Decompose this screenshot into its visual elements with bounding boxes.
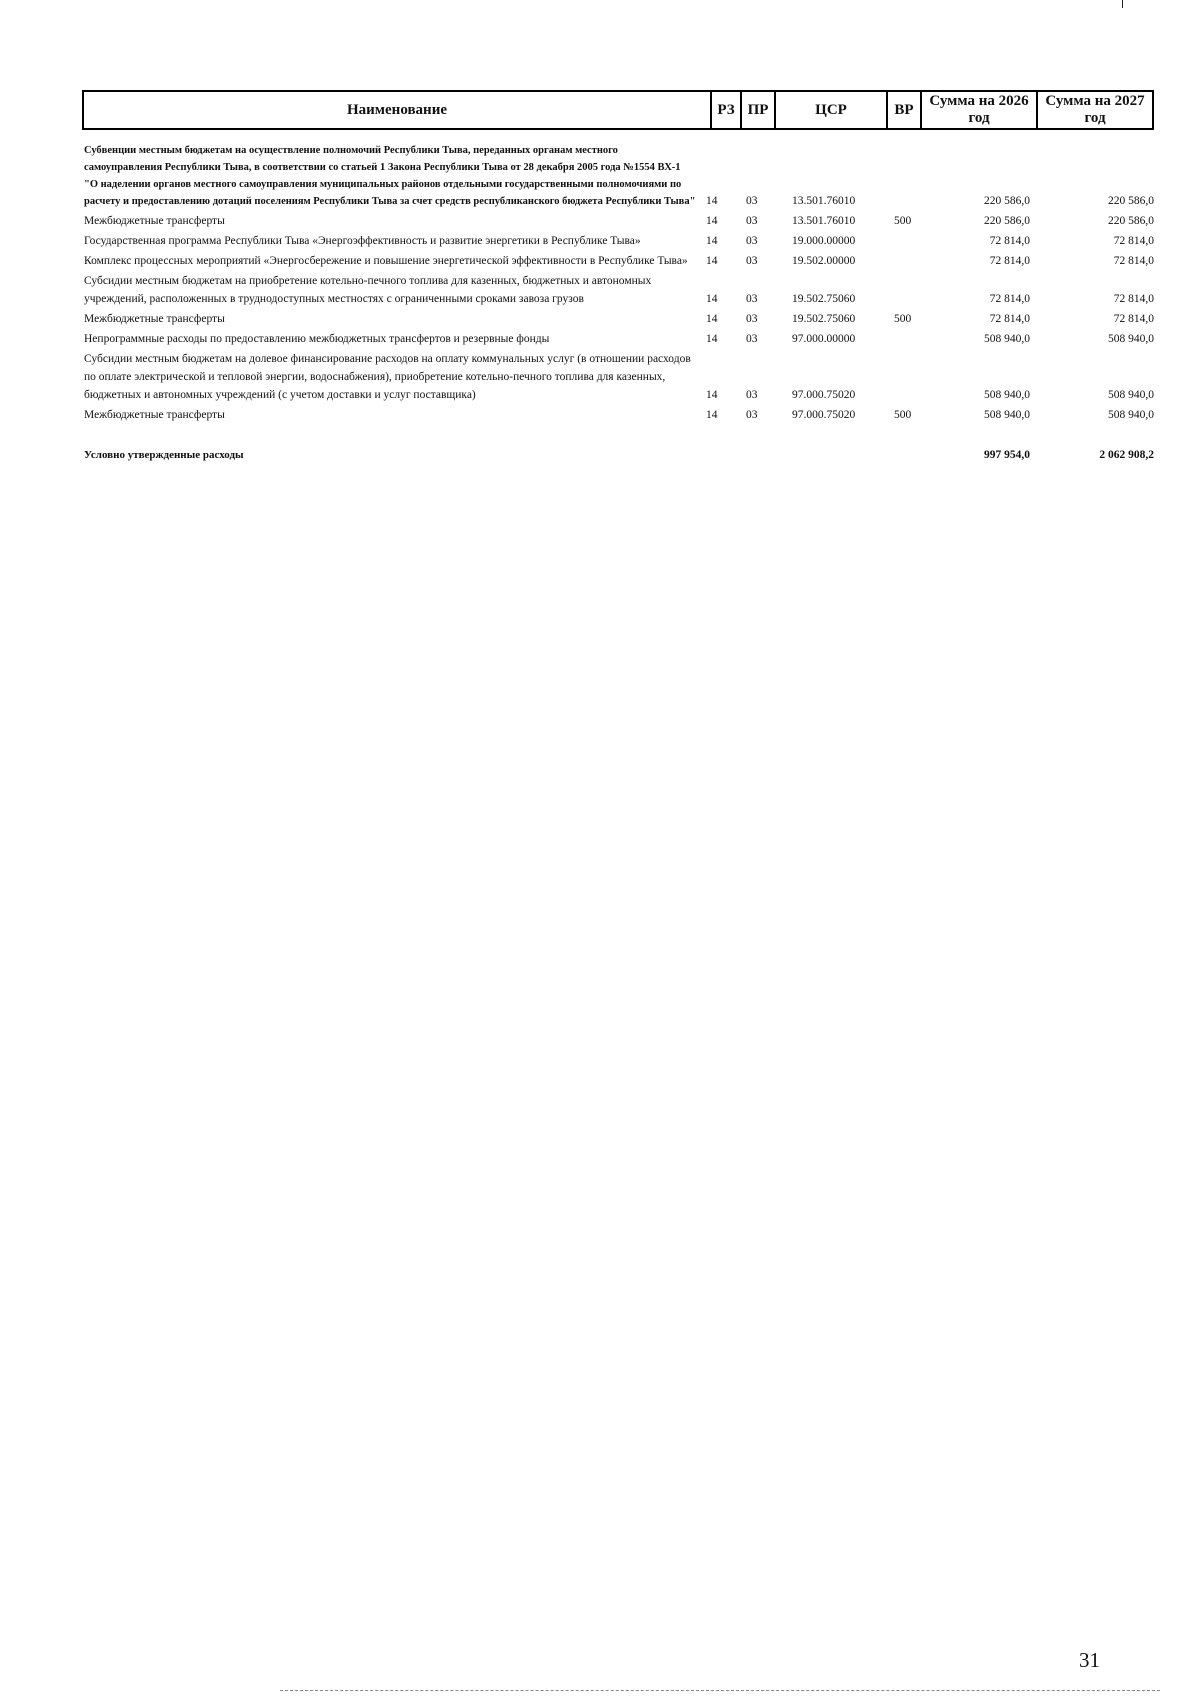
row-csr: 19.502.75060: [792, 313, 856, 325]
row-pr: 03: [746, 215, 758, 227]
row-sum-2027: 508 940,0: [1108, 389, 1154, 401]
scan-edge-line: [280, 1690, 1160, 1691]
header-name: Наименование: [84, 92, 712, 128]
header-csr: ЦСР: [776, 92, 888, 128]
row-sum-2026: 72 814,0: [989, 255, 1030, 267]
table-body: [84, 142, 1156, 464]
row-sum-2027: 508 940,0: [1108, 333, 1154, 345]
row-sum-2026: 508 940,0: [984, 333, 1030, 345]
table-row: [84, 310, 1156, 328]
table-row: [84, 330, 1156, 348]
row-sum-2027: 72 814,0: [1113, 255, 1154, 267]
total-name: Условно утвержденные расходы: [84, 449, 244, 461]
row-rz: 14: [706, 255, 718, 267]
total-sum-2027: 2 062 908,2: [1099, 449, 1154, 461]
page-number: 31: [1079, 1648, 1100, 1672]
row-name: Непрограммные расходы по предоставлению межбюджетных трансфертов и резервные фонды: [84, 333, 550, 345]
row-name: Субсидии местным бюджетам на долевое финансирование расходов на оплату коммунальных услуг (в отношении расходов по оплате электрической и тепловой энергии, водоснабжения), приобретение котельно-печного топлива для казенных, бюджетных и автономных учреждений (с учетом доставки и услуг поставщика): [84, 353, 691, 401]
row-pr: 03: [746, 333, 758, 345]
table-row: [84, 406, 1156, 424]
row-sum-2026: 72 814,0: [989, 313, 1030, 325]
row-pr: 03: [746, 195, 758, 207]
table-row: [84, 232, 1156, 250]
row-vr: 500: [894, 215, 912, 227]
header-rz: РЗ: [712, 92, 742, 128]
row-sum-2026: 508 940,0: [984, 409, 1030, 421]
row-rz: 14: [706, 293, 718, 305]
row-csr: 97.000.75020: [792, 409, 856, 421]
row-pr: 03: [746, 255, 758, 267]
row-sum-2026: 72 814,0: [989, 293, 1030, 305]
row-name: Межбюджетные трансферты: [84, 215, 225, 227]
row-name: Межбюджетные трансферты: [84, 313, 225, 325]
row-csr: 13.501.76010: [792, 195, 856, 207]
row-rz: 14: [706, 195, 718, 207]
row-rz: 14: [706, 333, 718, 345]
row-csr: 19.502.75060: [792, 293, 856, 305]
row-csr: 97.000.00000: [792, 333, 856, 345]
table-row: [84, 212, 1156, 230]
row-sum-2027: 72 814,0: [1113, 235, 1154, 247]
row-sum-2027: 72 814,0: [1113, 313, 1154, 325]
row-csr: 13.501.76010: [792, 215, 856, 227]
row-name: Межбюджетные трансферты: [84, 409, 225, 421]
row-pr: 03: [746, 389, 758, 401]
table-row: [84, 350, 1156, 404]
row-rz: 14: [706, 215, 718, 227]
table-row: [84, 252, 1156, 270]
row-pr: 03: [746, 409, 758, 421]
row-pr: 03: [746, 313, 758, 325]
row-sum-2027: 220 586,0: [1108, 215, 1154, 227]
header-vr: ВР: [888, 92, 922, 128]
row-rz: 14: [706, 409, 718, 421]
row-rz: 14: [706, 313, 718, 325]
total-row: [84, 446, 1156, 464]
row-sum-2026: 220 586,0: [984, 215, 1030, 227]
row-rz: 14: [706, 389, 718, 401]
row-sum-2027: 220 586,0: [1108, 195, 1154, 207]
row-rz: 14: [706, 235, 718, 247]
header-sum-2027: Сумма на 2027 год: [1045, 93, 1145, 126]
row-vr: 500: [894, 409, 912, 421]
table-row: [84, 142, 1156, 210]
row-csr: 19.000.00000: [792, 235, 856, 247]
row-pr: 03: [746, 293, 758, 305]
header-sum-2026: Сумма на 2026 год: [922, 92, 1038, 128]
table-header: [82, 90, 1154, 130]
row-name: Государственная программа Республики Тыва «Энергоэффективность и развитие энергетики в Республике Тыва»: [84, 235, 641, 247]
table-row: [84, 272, 1156, 308]
row-pr: 03: [746, 235, 758, 247]
row-vr: 500: [894, 313, 912, 325]
header-pr: ПР: [742, 92, 776, 128]
row-sum-2026: 220 586,0: [984, 195, 1030, 207]
row-sum-2026: 72 814,0: [989, 235, 1030, 247]
row-sum-2027: 508 940,0: [1108, 409, 1154, 421]
row-sum-2027: 72 814,0: [1113, 293, 1154, 305]
row-name: Комплекс процессных мероприятий «Энергосбережение и повышение энергетической эффективности в Республике Тыва»: [84, 255, 688, 267]
row-csr: 97.000.75020: [792, 389, 856, 401]
row-name: Субвенции местным бюджетам на осуществление полномочий Республики Тыва, переданных органам местного самоуправления Республики Тыва, в соответствии со статьей 1 Закона Республики Тыва от 28 декабря 2005 года №1554 ВХ-1 "О наделении органов местного самоуправления муниципальных районов отдельными государственными полномочиями по расчету и предоставлению дотаций поселениям Республики Тыва за счет средств республиканского бюджета Республики Тыва": [84, 145, 696, 207]
total-sum-2026: 997 954,0: [984, 449, 1030, 461]
row-sum-2026: 508 940,0: [984, 389, 1030, 401]
scan-mark: [1122, 0, 1123, 8]
row-name: Субсидии местным бюджетам на приобретение котельно-печного топлива для казенных, бюджетных и автономных учреждений, расположенных в труднодоступных местностях с ограниченными сроками завоза грузов: [84, 275, 652, 305]
row-csr: 19.502.00000: [792, 255, 856, 267]
